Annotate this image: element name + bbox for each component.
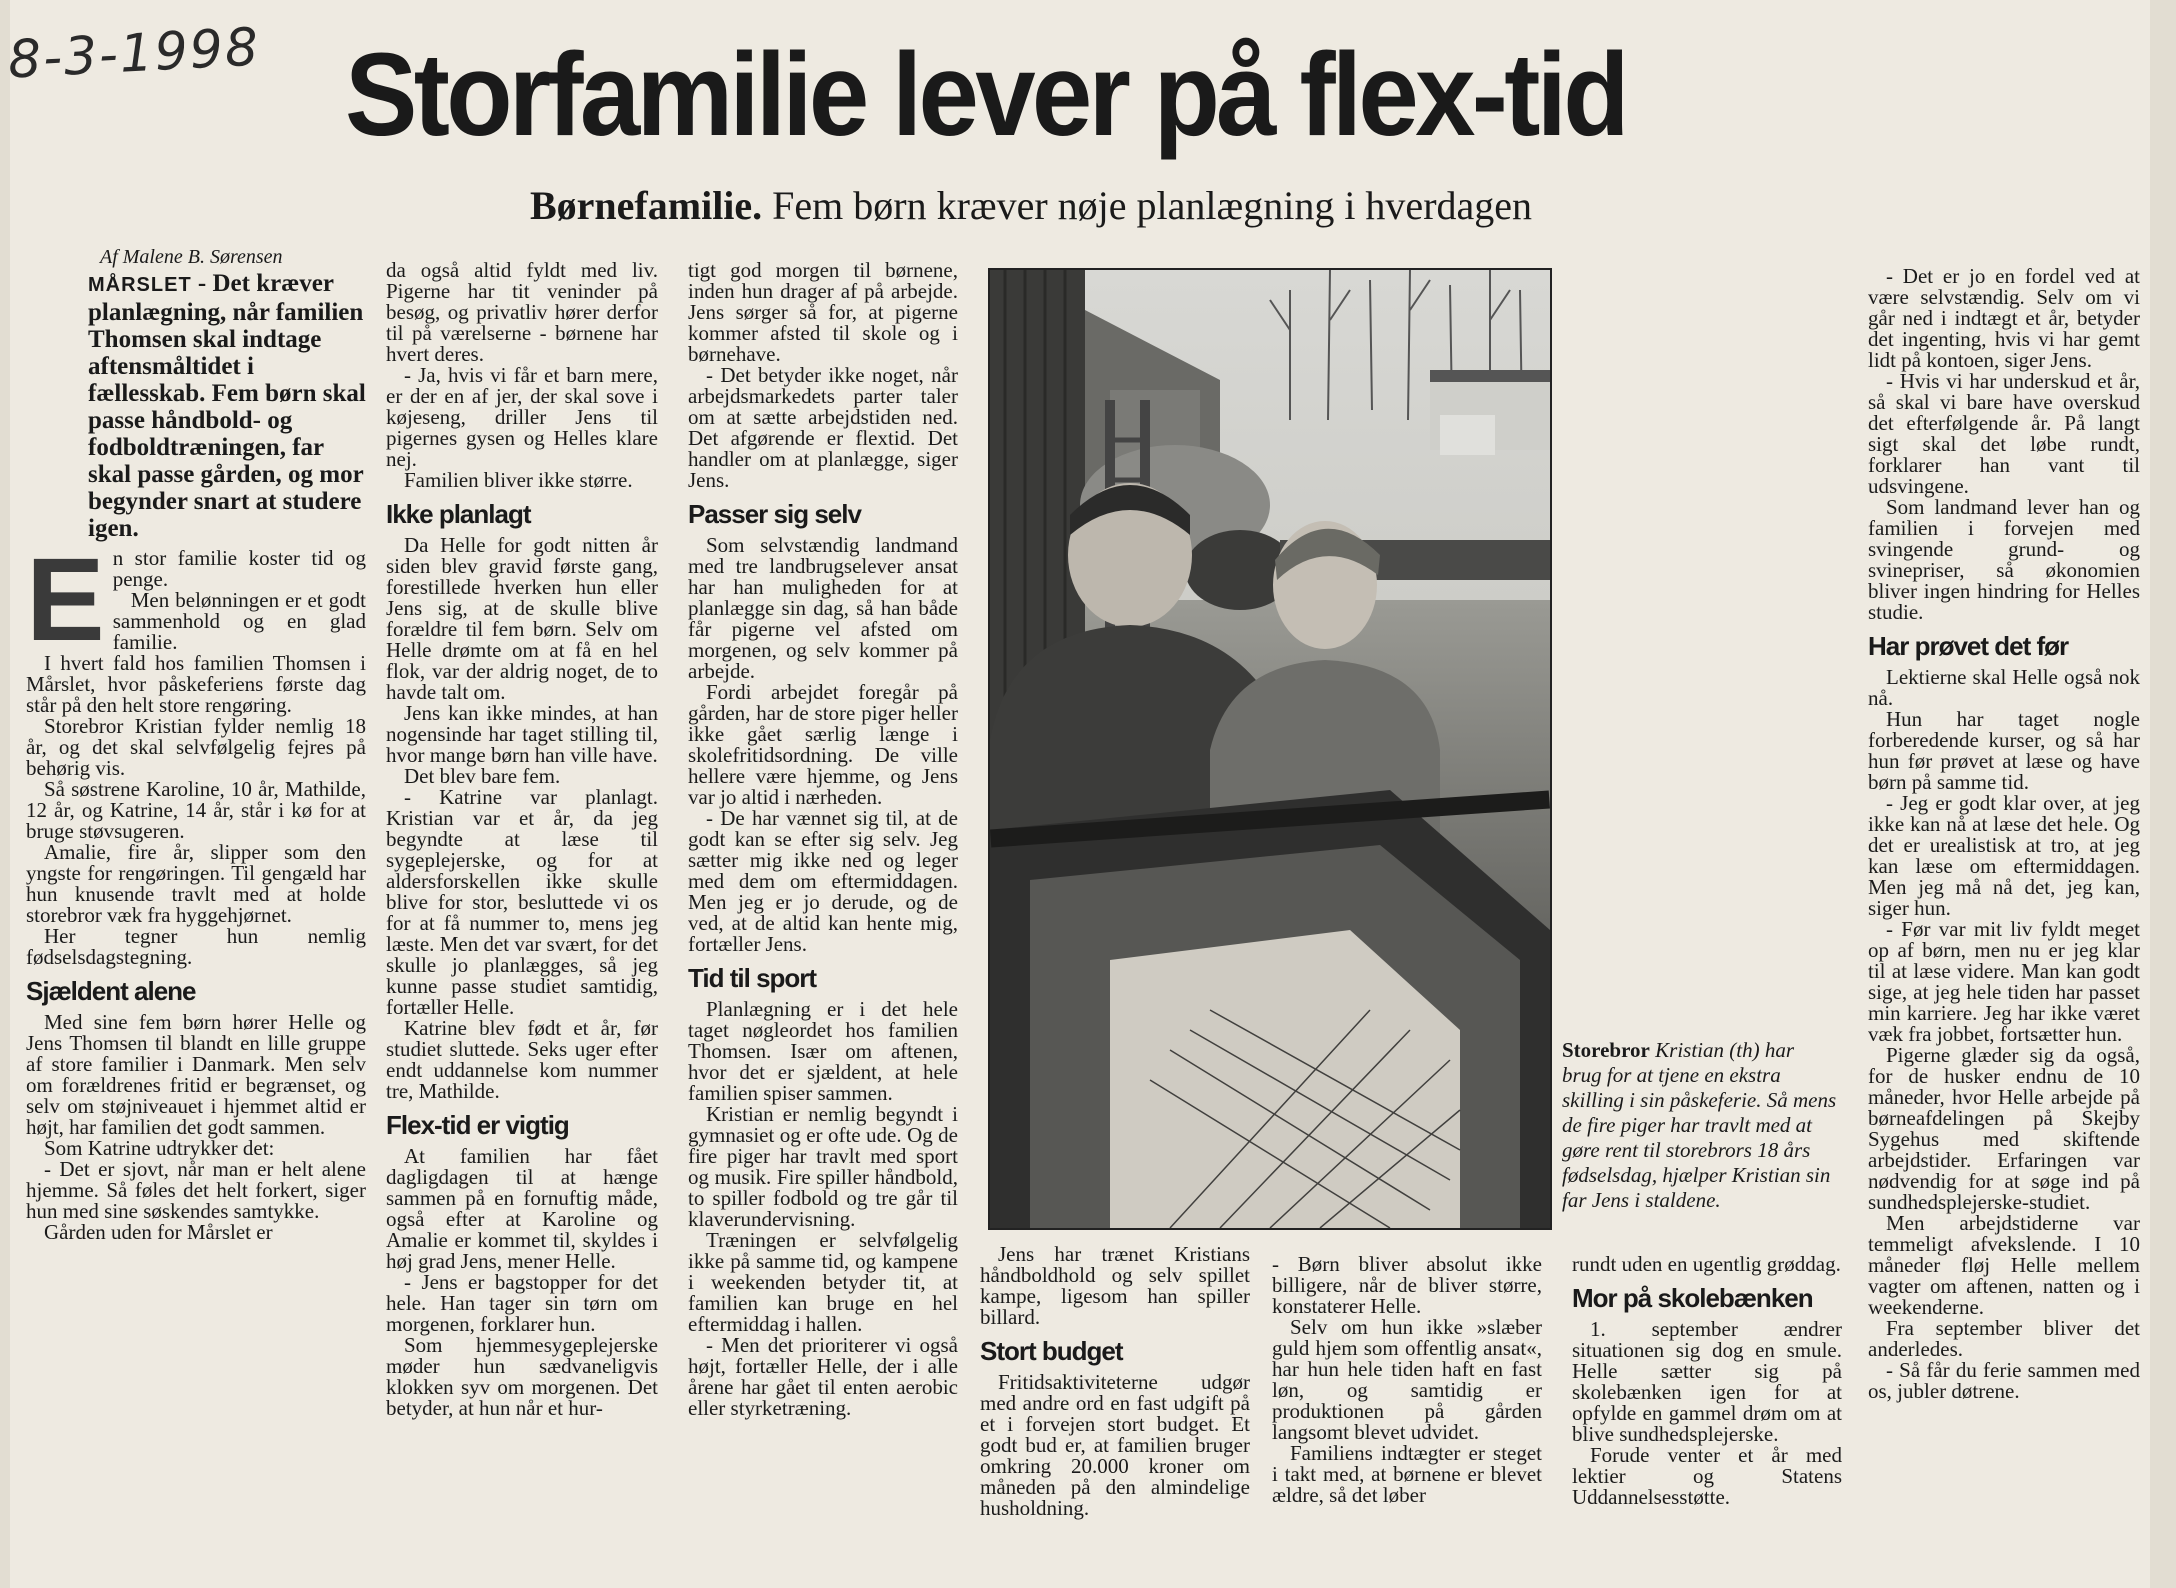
column-7 xyxy=(1868,266,2140,1402)
paragraph: Selv om hun ikke »slæber guld hjem som offentlig ansat«, har hun hele tiden haft en fast løn, og samtidig er produktionen på gården langsomt blevet udvidet. xyxy=(1272,1315,1542,1444)
photo-father-and-son-in-barn xyxy=(988,268,1552,1230)
paragraph: Gården uden for Mårslet er xyxy=(44,1220,273,1244)
caption-lead: Storebror xyxy=(1562,1038,1650,1062)
paragraph: - Det er jo en fordel ved at være selvstændig. Selv om vi går ned i indtægt et år, betyder det ingenting, hvis vi har gemt lidt på kontoen, siger Jens. xyxy=(1868,264,2140,372)
paragraph: Jens har trænet Kristians håndboldhold og selv spillet kampe, ligesom han spiller billard. xyxy=(980,1242,1250,1329)
paragraph: 1. september ændrer situationen sig dog en smule. Helle sætter sig på skolebænken igen for at opfylde en gammel drøm om at blive sundhedsplejerske. xyxy=(1572,1317,1842,1446)
subheadline xyxy=(530,182,1532,229)
paragraph: Her tegner hun nemlig fødselsdagstegning. xyxy=(26,924,366,969)
byline: Af Malene B. Sørensen xyxy=(100,246,283,268)
column-6 xyxy=(1572,1254,1842,1508)
paragraph: - Ja, hvis vi får et barn mere, er der en af jer, der skal sove i køjeseng, driller Jens til pigernes gysen og Helles klare nej. xyxy=(386,363,658,471)
subhead-text: Fem børn kræver nøje planlægning i hverdagen xyxy=(762,183,1533,228)
paper-edge-right xyxy=(2150,0,2176,1588)
paragraph: Forude venter et år med lektier og Statens Uddannelsesstøtte. xyxy=(1572,1443,1842,1509)
column-3 xyxy=(688,260,958,1419)
paragraph: Planlægning er i det hele taget nøgleordet hos familien Thomsen. Især om aftenen, hvor det er sjældent, at hele familien spiser sammen. xyxy=(688,997,958,1105)
subheading-stort-budget: Stort budget xyxy=(980,1336,1123,1366)
paragraph: Fra september bliver det anderledes. xyxy=(1868,1316,2140,1361)
paragraph: Fordi arbejdet foregår på gården, har de store piger heller ikke gået særlig længe i skolefritidsordning. De ville hellere være hjemme, og Jens var jo altid i nærheden. xyxy=(688,680,958,809)
paragraph: Storebror Kristian fylder nemlig 18 år, og det skal selvfølgelig fejres på behørig vis. xyxy=(26,714,366,780)
column-1 xyxy=(88,246,366,542)
subhead-kicker: Børnefamilie. xyxy=(530,183,763,228)
paragraph: At familien har fået dagligdagen til at hænge sammen på en fornuftig måde, også efter at Karoline og Amalie er kommet til, skyldes i høj grad Jens, mener Helle. xyxy=(386,1144,658,1273)
column-5 xyxy=(1272,1254,1542,1506)
lede-place: MÅRSLET xyxy=(88,274,192,296)
subheading-mor-paa-skolebaenken: Mor på skolebænken xyxy=(1572,1283,1813,1313)
paragraph: Men belønningen er et godt sammenhold og en glad familie. xyxy=(112,588,366,654)
photo-illustration xyxy=(990,270,1550,1228)
paragraph: Med sine fem børn hører Helle og Jens Thomsen til blandt en lille gruppe af store familier i Danmark. Men selv om forældrenes fritid er begrænset, og selv om støjniveauet i hjemmet altid er højt, har familien det godt sammen. xyxy=(26,1010,366,1139)
subheading-passer-sig-selv: Passer sig selv xyxy=(688,499,861,529)
paragraph: Hun har taget nogle forberedende kurser, og så har hun før prøvet at læse og have børn på samme tid. xyxy=(1868,707,2140,794)
paragraph: - Det betyder ikke noget, når arbejdsmarkedets parter taler om at sætte arbejdstiden ned. Det afgørende er flextid. Det handler om at planlægge, siger Jens. xyxy=(688,363,958,492)
photo-caption xyxy=(1562,1038,1838,1213)
drop-cap: E xyxy=(26,534,105,666)
paragraph: - Hvis vi har underskud et år, så skal vi bare have overskud det efterfølgende år. På langt sigt skal det løbe rundt, forklarer han vant til udsvingene. xyxy=(1868,369,2140,498)
paragraph: - De har vænnet sig til, at de godt kan se efter sig selv. Jeg sætter mig ikke ned og leger med dem om eftermiddagen. Men jeg er jo derude, og de ved, at de altid kan hente mig, fortæller Jens. xyxy=(688,806,958,956)
paragraph: rundt uden en ugentlig grøddag. xyxy=(1572,1252,1841,1276)
caption-text: Kristian (th) har brug for at tjene en ekstra skilling i sin påskeferie. Så mens de fire piger har travlt med at gøre rent til storebrors 18 års fødselsdag, hjælper Kristian sin far Jens i staldene. xyxy=(1562,1038,1837,1212)
column-2 xyxy=(386,260,658,1419)
subheading-tid-til-sport: Tid til sport xyxy=(688,963,817,993)
paragraph: Amalie, fire år, slipper som den yngste for rengøringen. Til gengæld har hun knusende travlt med at holde storebror væk fra hyggehjørnet. xyxy=(26,840,366,927)
paragraph: - Jeg er godt klar over, at jeg ikke kan nå at læse det hele. Og det er urealistisk at tro, at jeg kan læse om eftermiddagen. Men jeg må nå det, jeg kan, siger hun. xyxy=(1868,791,2140,920)
paragraph: Det blev bare fem. xyxy=(404,764,561,788)
paragraph: Da Helle for godt nitten år siden blev gravid første gang, forestillede hverken hun eller Jens sig, at de skulle blive forældre til fem børn. Selv om Helle drømte om at få en hel flok, var der aldrig noget, de to havde talt om. xyxy=(386,533,658,704)
paragraph: Pigerne glæder sig da også, for de husker endnu de 10 måneder, hvor Helle arbejde på børneafdelingen på Skejby Sygehus med skiftende arbejdstider. Erfaringen var nødvendig for at søge ind på sundhedsplejerske-studiet. xyxy=(1868,1043,2140,1214)
paragraph: - Men det prioriterer vi også højt, fortæller Helle, der i alle årene har gået til enten aerobic eller styrketræning. xyxy=(688,1333,958,1420)
paragraph: I hvert fald hos familien Thomsen i Mårslet, hvor påskeferiens første dag står på den helt store rengøring. xyxy=(26,651,366,717)
paragraph: Som hjemmesygeplejerske møder hun sædvaneligvis klokken syv om morgenen. Det betyder, at hun når et hur- xyxy=(386,1333,658,1420)
paragraph: Som Katrine udtrykker det: xyxy=(44,1136,275,1160)
paragraph: da også altid fyldt med liv. Pigerne har tit veninder på besøg, og privatliv hører derfor til på værelserne - børnene har hvert deres. xyxy=(386,258,658,366)
paragraph: Som selvstændig landmand med tre landbrugselever ansat har han muligheden for at planlægge sin dag, så han både får pigerne vel afsted om morgenen, og selv kommer på arbejde. xyxy=(688,533,958,683)
paragraph: Familien bliver ikke større. xyxy=(404,468,633,492)
paragraph: tigt god morgen til børnene, inden hun drager af på arbejde. Jens sørger så for, at pigerne kommer afsted til skole og i børnehave. xyxy=(688,258,958,366)
paragraph: Familiens indtægter er steget i takt med, at børnene er blevet ældre, så det løber xyxy=(1272,1441,1542,1507)
paragraph: - Katrine var planlagt. Kristian var et år, da jeg begyndte at læse til sygeplejerske, og for at aldersforskellen ikke skulle blive for stor, besluttede vi os for at få nummer to, mens jeg læste. Men det var svært, for det skulle jo planlægges, så jeg kunne passe studiet samtidig, fortæller Helle. xyxy=(386,785,658,1019)
paper-edge-left xyxy=(0,0,10,1588)
paragraph: - Jens er bagstopper for det hele. Han tager sin tørn om morgenen, forklarer hun. xyxy=(386,1270,658,1336)
paragraph: Som landmand lever han og familien i forvejen med svingende grund- og svinepriser, så økonomien bliver ingen hindring for Helles studie. xyxy=(1868,495,2140,624)
subheading-sjaeldent-alene: Sjældent alene xyxy=(26,976,196,1006)
subheading-har-proevet-det-foer: Har prøvet det før xyxy=(1868,631,2069,661)
lede-text: - Det kræver planlægning, når familien Thomsen skal indtage aftensmåltidet i fællesskab. Fem børn skal passe håndbold- og fodboldtræningen, far skal passe gården, og mor begynder snart at studere igen. xyxy=(88,270,366,542)
lede xyxy=(88,270,366,542)
handwritten-date: 8-3-1998 xyxy=(6,17,262,91)
paragraph: Træningen er selvfølgelig ikke på samme tid, og kampene i weekenden betyder tit, at familien kan bruge en hel eftermiddag i hallen. xyxy=(688,1228,958,1336)
column-4 xyxy=(980,1244,1250,1519)
paragraph: Så søstrene Karoline, 10 år, Mathilde, 12 år, og Katrine, 14 år, står i kø for at bruge støvsugeren. xyxy=(26,777,366,843)
headline: Storfamilie lever på flex-tid xyxy=(345,29,1626,161)
paragraph: Kristian er nemlig begyndt i gymnasiet og er ofte ude. Og de fire piger har travlt med sport og musik. Fire spiller håndbold, to spiller fodbold og tre går til klaverundervisning. xyxy=(688,1102,958,1231)
paragraph: - Det er sjovt, når man er helt alene hjemme. Så føles det helt forkert, siger hun med sine søskendes samtykke. xyxy=(26,1157,366,1223)
subheading-ikke-planlagt: Ikke planlagt xyxy=(386,499,531,529)
paragraph: Jens kan ikke mindes, at han nogensinde har taget stilling til, hvor mange børn han ville have. xyxy=(386,701,658,767)
paragraph: n stor familie koster tid og penge. xyxy=(112,546,366,591)
paragraph: - Så får du ferie sammen med os, jubler døtrene. xyxy=(1868,1358,2140,1403)
paragraph: - Børn bliver absolut ikke billigere, når de bliver større, konstaterer Helle. xyxy=(1272,1252,1542,1318)
paragraph: Katrine blev født et år, før studiet sluttede. Seks uger efter endt uddannelse kom nummer tre, Mathilde. xyxy=(386,1016,658,1103)
paragraph: - Før var mit liv fyldt meget op af børn, men nu er jeg klar til at læse videre. Man kan godt sige, at jeg hele tiden har passet min karriere. Jeg har ikke været væk fra jobbet, fortsætter hun. xyxy=(1868,917,2140,1046)
column-1-body xyxy=(26,534,366,1244)
paragraph: Lektierne skal Helle også nok nå. xyxy=(1868,665,2140,710)
subheading-flex-tid: Flex-tid er vigtig xyxy=(386,1110,569,1140)
paragraph: Men arbejdstiderne var temmeligt afvekslende. I 10 måneder fløj Helle mellem vagter om aftenen, natten og i weekenderne. xyxy=(1868,1211,2140,1319)
paragraph: Fritidsaktiviteterne udgør med andre ord en fast udgift på et i forvejen stort budget. Et godt bud er, at familien bruger omkring 20.000 kroner om måneden på den almindelige husholdning. xyxy=(980,1370,1250,1520)
